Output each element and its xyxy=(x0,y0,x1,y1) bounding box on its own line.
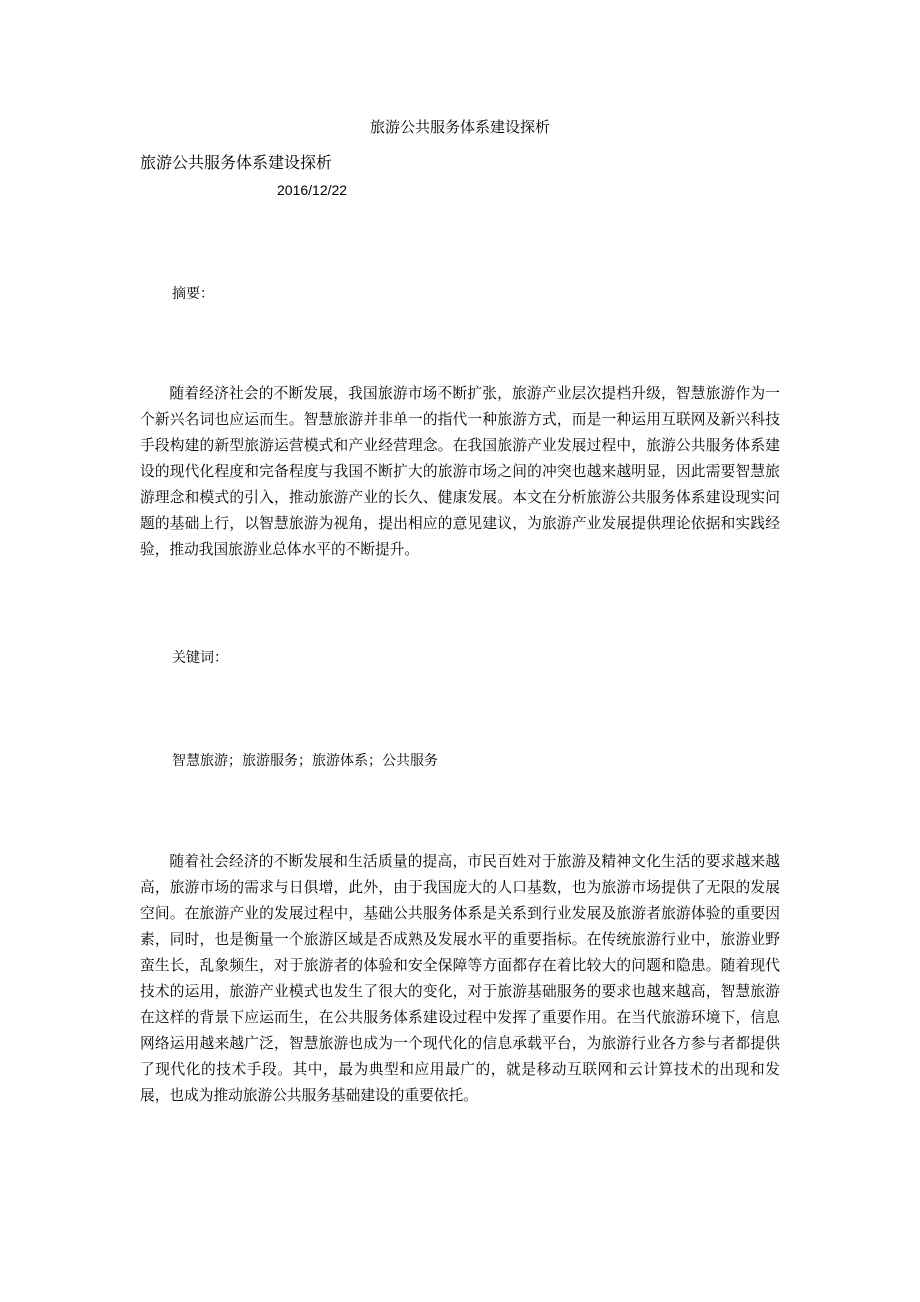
document-title: 旅游公共服务体系建设探析 xyxy=(369,118,550,136)
abstract-paragraph: 随着经济社会的不断发展，我国旅游市场不断扩张，旅游产业层次提档升级，智慧旅游作为一个新兴名词也应运而生。智慧旅游并非单一的指代一种旅游方式，而是一种运用互联网及新兴科技手段构建的新型旅游运营模式和产业经营理念。在我国旅游产业发展过程中，旅游公共服务体系建设的现代化程度和完备程度与我国不断扩大的旅游市场之间的冲突也越来越明显，因此需要智慧旅游理念和模式的引入，推动旅游产业的长久、健康发展。本文在分析旅游公共服务体系建设现实问题的基础上行，以智慧旅游为视角，提出相应的意见建议，为旅游产业发展提供理论依据和实践经验，推动我国旅游业总体水平的不断提升。 xyxy=(140,385,780,558)
publish-date: 2016/12/22 xyxy=(277,182,348,198)
abstract-label: 摘要： xyxy=(172,286,214,302)
keywords-label: 关键词： xyxy=(172,650,228,666)
article-subtitle: 旅游公共服务体系建设探析 xyxy=(140,153,333,172)
body-paragraph: 随着社会经济的不断发展和生活质量的提高，市民百姓对于旅游及精神文化生活的要求越来越高，旅游市场的需求与日俱增，此外，由于我国庞大的人口基数，也为旅游市场提供了无限的发展空间。在旅游产业的发展过程中，基础公共服务体系是关系到行业发展及旅游者旅游体验的重要因素，同时，也是衡量一个旅游区域是否成熟及发展水平的重要指标。在传统旅游行业中，旅游业野蛮生长，乱象频生，对于旅游者的体验和安全保障等方面都存在着比较大的问题和隐患。随着现代技术的运用，旅游产业模式也发生了很大的变化，对于旅游基础服务的要求也越来越高，智慧旅游在这样的背景下应运而生，在公共服务体系建设过程中发挥了重要作用。在当代旅游环境下，信息网络运用越来越广泛，智慧旅游也成为一个现代化的信息承载平台，为旅游行业各方参与者都提供了现代化的技术手段。其中，最为典型和应用最广的，就是移动互联网和云计算技术的出现和发展，也成为推动旅游公共服务基础建设的重要依托。 xyxy=(140,853,780,1104)
keywords-list: 智慧旅游；旅游服务；旅游体系；公共服务 xyxy=(172,753,438,769)
